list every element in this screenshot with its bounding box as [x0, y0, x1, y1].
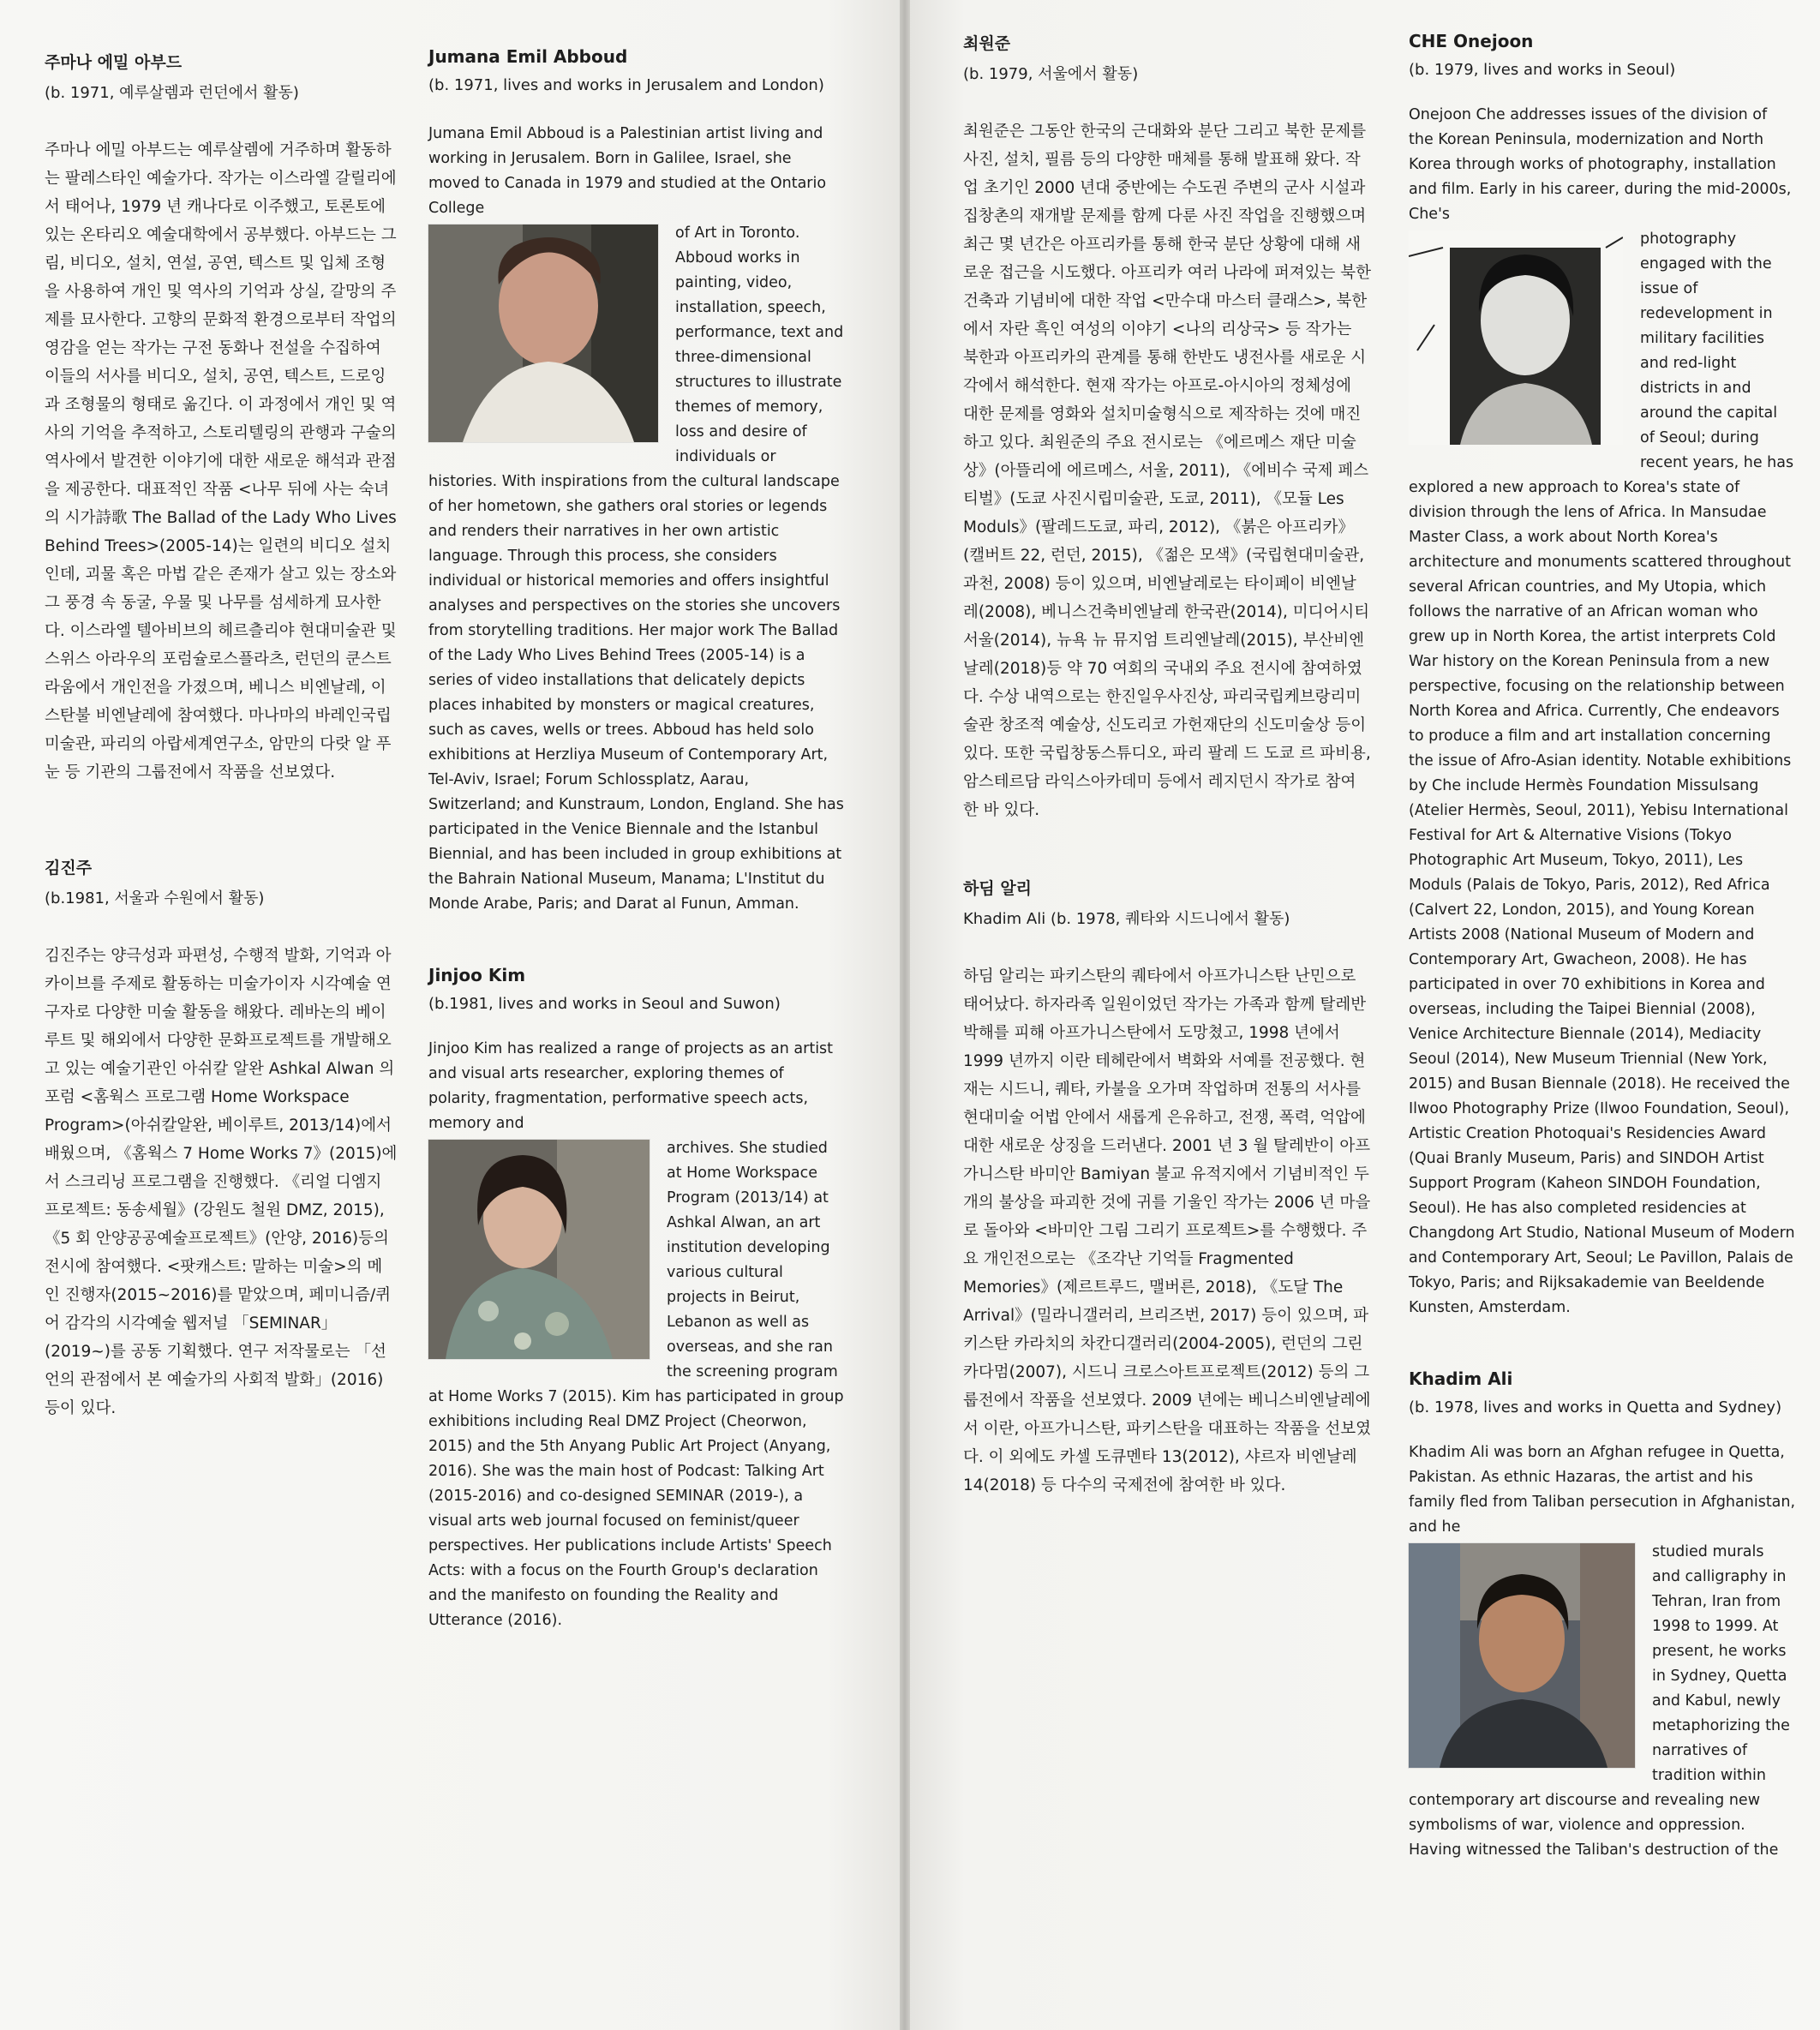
artist-bio-text: 주마나 에밀 아부드는 예루살렘에 거주하며 활동하는 팔레스타인 예술가다. 작가는 이스라엘 갈릴리에서 태어나, 1979 년 캐나다로 이주했고, 토론토에 있는 온타리오 예술대학에서 공부했다. 아부드는 그림, 비디오, 설치, 연설, 공연, 텍스트 및 입체 조형을 사용하여 개인 및 역사의 기억과 상실, 갈망의 주제를 묘사한다. 고향의 문화적 환경으로부터 작업의 영감을 얻는 작가는 구전 동화나 전설을 수집하여 이들의 서사를 비디오, 설치, 공연, 텍스트, 드로잉과 조형물의 형태로 옮긴다. 이 과정에서 개인 및 역사의 기억을 추적하고, 스토리텔링의 관행과 구술의 역사에서 발견한 이야기에 대한 새로운 해석과 관점을 제공한다. 대표적인 작품 <나무 뒤에 사는 숙녀의 시가詩歌 The Ballad of the Lady Who Lives Behind Trees>(2005-14)는 일련의 비디오 설치인데, 괴물 혹은 마법 같은 존재가 살고 있는 장소와 그 풍경 속 동굴, 우물 및 나무를 섬세하게 묘사한다. 이스라엘 텔아비브의 헤르츨리야 현대미술관 및 스위스 아라우의 포럼슐로스플라츠, 런던의 쿤스트라움에서 개인전을 가졌으며, 베니스 비엔날레, 이스탄불 비엔날레에 참여했다. 마나마의 바레인국립미술관, 파리의 아랍세계연구소, 암만의 다랏 알 푸눈 등 기관의 그룹전에서 작품을 선보였다. [45, 141, 397, 781]
artist-bio-lead: Khadim Ali was born an Afghan refugee in Quetta, Pakistan. As ethnic Hazaras, the artist and his family fled from Taliban persecution in Afghanistan, and he [1409, 1444, 1796, 1536]
artist-bio-en [1409, 1368, 1796, 1863]
artist-bio-lead: Jinjoo Kim has realized a range of projects as an artist and visual arts researcher, exploring themes of polarity, fragmentation, performative speech acts, memory and [428, 1040, 834, 1132]
artist-bio-text: 하딤 알리는 파키스탄의 퀘타에서 아프가니스탄 난민으로 태어났다. 하자라족 일원이었던 작가는 가족과 함께 탈레반 박해를 피해 아프가니스탄에서 도망쳤고, 1998 년에서 1999 년까지 이란 테헤란에서 벽화와 서예를 전공했다. 현재는 시드니, 퀘타, 카불을 오가며 작업하며 전통의 서사를 현대미술 어법 안에서 새롭게 은유하고, 전쟁, 폭력, 억압에 대한 새로운 상징을 드러낸다. 2001 년 3 월 탈레반이 아프가니스탄 바미안 Bamiyan 불교 유적지에서 기념비적인 두 개의 불상을 파괴한 것에 귀를 기울인 작가는 2006 년 마을로 돌아와 <바미안 그림 그리기 프로젝트>를 수행했다. 주요 개인전으로는 《조각난 기억들 Fragmented Memories》(제르트루드, 맬버른, 2018), 《도달 The Arrival》(밀라니갤러리, 브리즈번, 2017) 등이 있으며, 파키스탄 카라치의 차칸디갤러리(2004-2005), 런던의 그린카다멈(2007), 시드니 크로스아트프로젝트(2012) 등의 그룹전에서 작품을 선보였다. 2009 년에는 베니스비엔날레에서 이란, 아프가니스탄, 파키스탄을 대표하는 작품을 선보였다. 이 외에도 카셀 도큐멘타 13(2012), 샤르자 비엔날레 14(2018) 등 다수의 국제전에 참여한 바 있다. [963, 967, 1371, 1494]
artist-bio-en [428, 46, 845, 917]
artist-name: 최원준 [963, 34, 1011, 53]
korean-column-left [45, 50, 398, 1491]
artist-bio-text: 김진주는 양극성과 파편성, 수행적 발화, 기억과 아카이브를 주제로 활동하는 미술가이자 시각예술 연구자로 다양한 미술 활동을 해왔다. 레바논의 베이루트 및 해외에서 다양한 문화프로젝트를 개발해오고 있는 예술기관인 아쉬칼 알완 Ashkal Alwan 의 포럼 <홈웍스 프로그램 Home Workspace Program>(아쉬칼알완, 베이루트, 2013/14)에서 배웠으며, 《홈웍스 7 Home Works 7》(2015)에서 스크리닝 프로그램을 진행했다. 《리얼 디엠지 프로젝트: 동송세월》(강원도 철원 DMZ, 2015), 《5 회 안양공공예술프로젝트》(안양, 2016)등의 전시에 참여했다. <팟캐스트: 말하는 미술>의 메인 진행자(2015~2016)를 맡았으며, 페미니즘/퀴어 감각의 시각예술 웹저널 「SEMINAR」(2019~)를 공동 기획했다. 연구 저작물로는 「선언의 관점에서 본 예술가의 사회적 발화」(2016) 등이 있다. [45, 947, 398, 1417]
artist-bio-ko [45, 50, 398, 787]
artist-portrait-photo [1409, 1543, 1635, 1768]
artist-meta: (b.1981, lives and works in Seoul and Suwon) [428, 995, 781, 1013]
artist-meta: (b. 1978, lives and works in Quetta and Sydney) [1409, 1398, 1782, 1416]
artist-meta: (b. 1979, lives and works in Seoul) [1409, 61, 1676, 79]
artist-bio-text: 최원준은 그동안 한국의 근대화와 분단 그리고 북한 문제를 사진, 설치, 필름 등의 다양한 매체를 통해 발표해 왔다. 작업 초기인 2000 년대 중반에는 수도권 주변의 군사 시설과 집창촌의 재개발 문제를 함께 다룬 사진 작업을 진행했으며 최근 몇 년간은 아프리카를 통해 한국 분단 상황에 대해 새로운 접근을 시도했다. 아프리카 여러 나라에 퍼져있는 북한 건축과 기념비에 대한 작업 <만수대 마스터 클래스>, 북한에서 자란 흑인 여성의 이야기 <나의 리상국> 등 작가는 북한과 아프리카의 관계를 통해 한반도 냉전사를 새로운 시각에서 해석한다. 현재 작가는 아프로-아시아의 정체성에 대한 문제를 영화와 설치미술형식으로 제작하는 것에 매진하고 있다. 최원준의 주요 전시로는 《에르메스 재단 미술상》(아뜰리에 에르메스, 서울, 2011), 《에비수 국제 페스티벌》(도쿄 사진시립미술관, 도쿄, 2011), 《모듈 Les Moduls》(팔레드도쿄, 파리, 2012), 《붉은 아프리카》(캘버트 22, 런던, 2015), 《젊은 모색》(국립현대미술관, 과천, 2008) 등이 있으며, 비엔날레로는 타이페이 비엔날레(2008), 베니스건축비엔날레 한국관(2014), 미디어시티서울(2014), 뉴욕 뉴 뮤지엄 트리엔날레(2015), 부산비엔날레(2018)등 약 70 여회의 국내외 주요 전시에 참여하였다. 수상 내역으로는 한진일우사진상, 파리국립케브랑리미술관 창조적 예술상, 신도리코 가헌재단의 신도미술상 등이 있다. 또한 국립창동스튜디오, 파리 팔레 드 도쿄 르 파비용, 암스테르담 라익스아카데미 등에서 레지던시 작가로 참여한 바 있다. [963, 123, 1371, 819]
artist-portrait-photo [428, 225, 658, 442]
artist-name: 주마나 에밀 아부드 [45, 53, 183, 72]
artist-bio-en [1409, 31, 1796, 1320]
artist-meta: (b. 1979, 서울에서 활동) [963, 65, 1139, 83]
artist-name: 김진주 [45, 859, 93, 877]
artist-bio-ko [963, 876, 1371, 1500]
artist-name: Jumana Emil Abboud [428, 46, 628, 67]
artist-bio-ko [963, 31, 1371, 824]
artist-bio-lead: Onejoon Che addresses issues of the division of the Korean Peninsula, modernization and North Korea through works of photography, installation and film. Early in his career, during the mid-2000s, Che's [1409, 106, 1792, 223]
artist-meta: (b. 1971, lives and works in Jerusalem and London) [428, 76, 824, 94]
left-page [0, 0, 900, 2030]
artist-meta: (b.1981, 서울과 수원에서 활동) [45, 889, 265, 907]
artist-meta: (b. 1971, 예루살렘과 런던에서 활동) [45, 84, 299, 102]
artist-name: Jinjoo Kim [428, 965, 526, 985]
artist-portrait-illustration [1409, 231, 1623, 445]
artist-name: CHE Onejoon [1409, 31, 1534, 51]
right-page [910, 0, 1820, 2030]
artist-bio-en [428, 965, 845, 1633]
artist-bio-text: archives. She studied at Home Workspace Program (2013/14) at Ashkal Alwan, an art institution developing various cultural projects in Beirut, Lebanon as well as overseas, and she ran the screening program at Home Works 7 (2015). Kim has participated in group exhibitions including Real DMZ Project (Cheorwon, 2015) and the 5th Anyang Public Art Project (Anyang, 2016). She was the main host of Podcast: Talking Art (2015-2016) and co-designed SEMINAR (2019-), a visual arts web journal focused on feminist/queer perspectives. Her publications include Artists' Speech Acts: with a focus on the Fourth Group's declaration and the manifesto on founding the Reality and Utterance (2016). [428, 1140, 844, 1629]
artist-bio-text: studied murals and calligraphy in Tehran, Iran from 1998 to 1999. At present, he works in Sydney, Quetta and Kabul, newly metaphorizing the narratives of tradition within contemporary art discourse and revealing new symbolisms of war, violence and oppression. Having witnessed the Taliban's destruction of the [1409, 1543, 1790, 1859]
korean-column-right [963, 31, 1371, 1568]
artist-portrait-photo [428, 1140, 650, 1359]
artist-bio-text: photography engaged with the issue of redevelopment in military facilities and red-light districts in and around the capital of Seoul; during recent years, he has explored a new approach to Korea's state of division through the lens of Africa. In Mansudae Master Class, a work about North Korea's architecture and monuments scattered throughout several African countries, and My Utopia, which follows the narrative of an African woman who grew up in North Korea, the artist interprets Cold War history on the Korean Peninsula from a new perspective, focusing on the relationship between North Korea and Africa. Currently, Che endeavors to produce a film and art installation concerning the issue of Afro-Asian identity. Notable exhibitions by Che include Hermès Foundation Missulsang (Atelier Hermès, Seoul, 2011), Yebisu International Festival for Art & Alternative Visions (Tokyo Photographic Art Museum, Tokyo, 2011), Les Moduls (Palais de Tokyo, Paris, 2012), Red Africa (Calvert 22, London, 2015), and Young Korean Artists 2008 (National Museum of Modern and Contemporary Art, Gwacheon, 2008). He has participated in over 70 exhibitions in Korea and overseas, including the Taipei Biennial (2008), Venice Architecture Biennale (2014), Mediacity Seoul (2014), New Museum Triennial (New York, 2015) and Busan Biennale (2018). He received the Ilwoo Photography Prize (Ilwoo Foundation, Seoul), Artistic Creation Photoquai's Residencies Award (Quai Branly Museum, Paris) and SINDOH Artist Support Program (Kaheon SINDOH Foundation, Seoul). He has also completed residencies at Changdong Art Studio, National Museum of Modern and Contemporary Art, Seoul; Le Pavillon, Palais de Tokyo, Paris; and Rijksakademie van Beeldende Kunsten, Amsterdam. [1409, 231, 1795, 1316]
artist-bio-lead: Jumana Emil Abboud is a Palestinian artist living and working in Jerusalem. Born in Galilee, Israel, she moved to Canada in 1979 and studied at the Ontario College [428, 125, 827, 217]
artist-bio-text: of Art in Toronto. Abboud works in painting, video, installation, speech, performance, text and three-dimensional structures to illustrate themes of memory, loss and desire of individuals or histories. With inspirations from the cultural landscape of her hometown, she gathers oral stories or legends and renders their narratives in her own artistic language. Through this process, she considers individual or historical memories and offers insightful analyses and perspectives on the stories she uncovers from storytelling traditions. Her major work The Ballad of the Lady Who Lives Behind Trees (2005-14) is a series of video installations that delicately depicts places inhabited by monsters or magical creatures, such as caves, wells or trees. Abboud has held solo exhibitions at Herzliya Museum of Contemporary Art, Tel-Aviv, Israel; Forum Schlossplatz, Aarau, Switzerland; and Kunstraum, London, England. She has participated in the Venice Biennale and the Istanbul Biennial, and has been included in group exhibitions at the Bahrain National Museum, Manama; L'Institut du Monde Arabe, Paris; and Darat al Funun, Amman. [428, 225, 844, 913]
artist-name: Khadim Ali [1409, 1368, 1513, 1389]
artist-bio-ko [45, 855, 398, 1422]
english-column-left [428, 46, 845, 1681]
artist-meta: Khadim Ali (b. 1978, 퀘타와 시드니에서 활동) [963, 910, 1290, 928]
book-gutter [900, 0, 910, 2030]
artist-name: 하딤 알리 [963, 879, 1033, 898]
english-column-right [1409, 31, 1796, 1911]
